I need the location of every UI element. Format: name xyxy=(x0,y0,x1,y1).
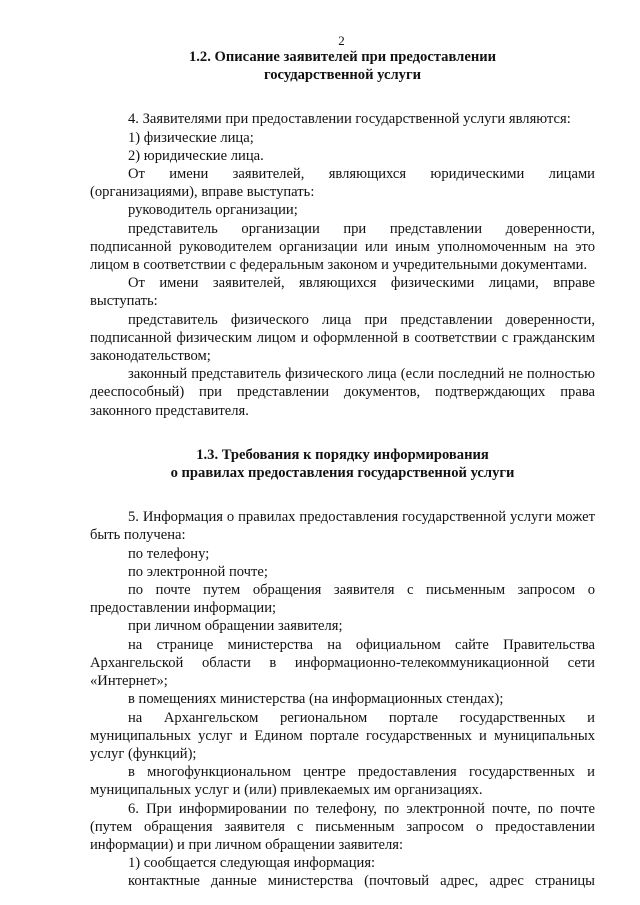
list-item-by-email: по электронной почте; xyxy=(128,563,268,580)
list-item-legal-entities: 2) юридические лица. xyxy=(128,147,264,164)
list-item-individuals: 1) физические лица; xyxy=(128,129,254,146)
section-1-3-title-line-2: о правилах предоставления государственной услуги xyxy=(170,465,515,482)
legal-entity-representatives-intro: От имени заявителей, являющихся юридическими лицами (организациями), вправе выступать: xyxy=(90,166,595,201)
list-item-head-of-organization: руководитель организации; xyxy=(128,202,298,219)
list-item-contact-details: контактные данные министерства (почтовый адрес, адрес страницы xyxy=(128,873,595,890)
list-item-information-provided: 1) сообщается следующая информация: xyxy=(128,855,376,872)
list-item-by-phone: по телефону; xyxy=(128,545,210,562)
list-item-by-mail: по почте путем обращения заявителя с письменным запросом о предоставлении информации; xyxy=(90,582,595,617)
list-item-organization-representative: представитель организации при представлении доверенности, подписанной руководителем организации или иным уполномоченным на это лицом в соответствии с федеральным законом и учредительными документами. xyxy=(90,220,595,274)
list-item-in-person: при личном обращении заявителя; xyxy=(128,618,343,635)
spacer xyxy=(90,84,595,110)
section-1-3-title-line-1: 1.3. Требования к порядку информирования xyxy=(196,446,489,463)
spacer xyxy=(90,420,595,446)
list-item-legal-representative: законный представитель физического лица (если последний не полностью дееспособный) при представлении документов, подтверждающих права законного представителя. xyxy=(90,366,595,419)
section-1-2-title-line-1: 1.2. Описание заявителей при предоставлении xyxy=(188,49,497,65)
section-1-2 xyxy=(90,48,595,420)
list-item-info-stands: в помещениях министерства (на информационных стендах); xyxy=(128,691,504,708)
list-item-mfc: в многофункциональном центре предоставления государственных и муниципальных услуг и (или) привлекаемых им организациях. xyxy=(90,764,595,799)
section-1-2-title-line-2: государственной услуги xyxy=(263,67,422,84)
section-1-3 xyxy=(90,446,595,891)
spacer xyxy=(90,482,595,508)
paragraph-6: 6. При информировании по телефону, по электронной почте, по почте (путем обращения заявителя с письменным запросом о предоставлении информации) и при личном обращении заявителя: xyxy=(90,800,595,853)
individual-representatives-intro: От имени заявителей, являющихся физическими лицами, вправе выступать: xyxy=(90,275,595,310)
paragraph-5: 5. Информация о правилах предоставления государственной услуги может быть получена: xyxy=(90,509,595,544)
list-item-official-website: на странице министерства на официальном сайте Правительства Архангельской области в информационно-телекоммуникационной сети «Интернет»; xyxy=(90,636,595,690)
page-number: 2 xyxy=(338,33,345,48)
document-page xyxy=(90,34,595,891)
list-item-individual-representative: представитель физического лица при представлении доверенности, подписанной физическим лицом и оформленной в соответствии с гражданским законодательством; xyxy=(90,311,595,365)
paragraph-4: 4. Заявителями при предоставлении государственной услуги являются: xyxy=(128,111,571,128)
list-item-public-services-portal: на Архангельском региональном портале государственных и муниципальных услуг и Едином портале государственных и муниципальных услуг (функций); xyxy=(90,709,595,762)
